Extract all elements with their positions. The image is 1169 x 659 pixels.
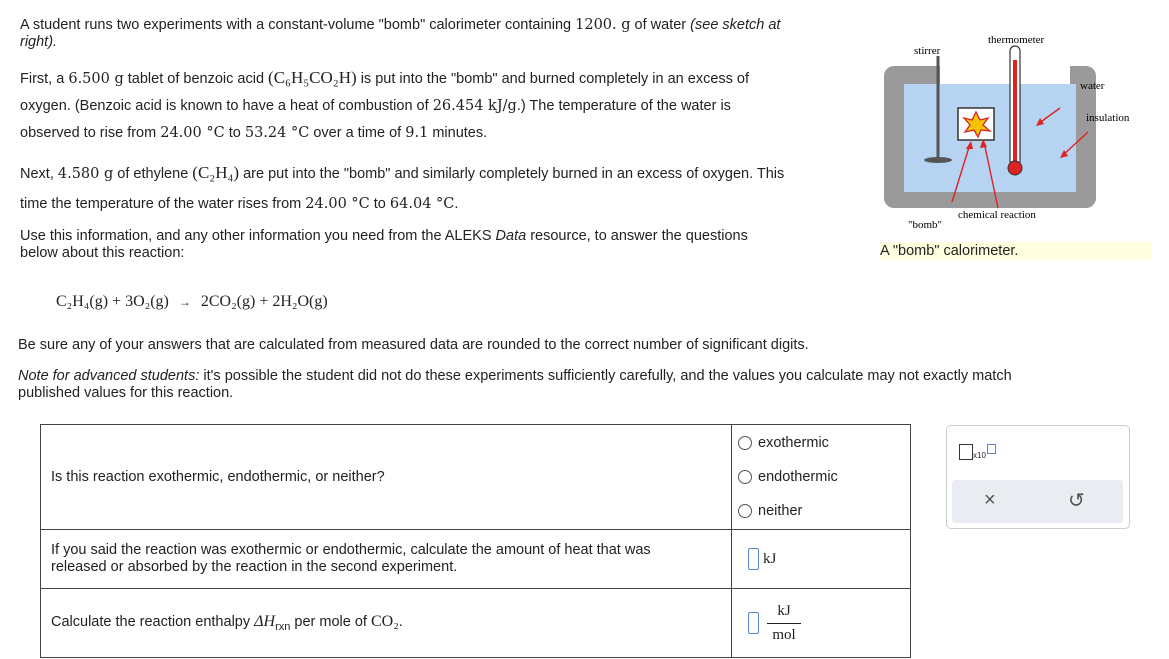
thermometer-label: thermometer (988, 34, 1045, 46)
table-row (41, 530, 911, 589)
text: published values for this reaction. (18, 385, 234, 401)
text: . (398, 614, 403, 631)
advanced-note (18, 368, 1158, 402)
table-row (41, 425, 911, 530)
answer-3-cell (732, 589, 911, 658)
text: . (454, 196, 459, 212)
text: Use this information, and any other information you need from the ALEKS (20, 228, 496, 244)
bomb-label: "bomb" (908, 219, 943, 231)
text: time the temperature of the water rises from (20, 196, 306, 212)
intro-paragraph (20, 17, 880, 51)
text: below about this reaction: (20, 245, 185, 261)
heat-of-combustion: 26.454 kJ/g (432, 98, 517, 114)
unit-denominator: mol (772, 626, 796, 643)
option-label: exothermic (758, 435, 829, 451)
question-2 (41, 530, 732, 589)
text: to (369, 196, 390, 212)
text: it's possible the student did not do these experiments sufficiently carefully, and the values you calculate may not exactly match (199, 368, 1012, 384)
base-box-icon (959, 444, 973, 460)
sigfig-note: Be sure any of your answers that are calculated from measured data are rounded to the correct number of significant digits. (18, 337, 809, 353)
heat-answer-input[interactable] (748, 548, 759, 570)
text: of ethylene (113, 166, 193, 182)
thermometer-bulb (1008, 161, 1022, 175)
text: over a time of (309, 125, 406, 141)
text: observed to rise from (20, 125, 161, 141)
ethylene-mass: 4.580 g (57, 166, 114, 182)
text: are put into the "bomb" and similarly completely burned in an excess of oxygen. This (239, 166, 785, 182)
fraction-bar (767, 623, 801, 624)
equation-reactants: C₂H₄(g) + 3O₂(g) (56, 293, 169, 310)
note-lead: Note for advanced students: (18, 368, 200, 384)
reaction-arrow-icon: → (178, 295, 191, 309)
radio-circle-icon[interactable] (738, 504, 752, 518)
option-label: endothermic (758, 469, 838, 485)
data-resource-link[interactable]: Data (495, 228, 527, 244)
lid-opening (940, 66, 1070, 84)
unit-numerator: kJ (777, 602, 791, 619)
stirrer-label: stirrer (914, 45, 941, 57)
question-3 (41, 589, 732, 658)
intro-text: A student runs two experiments with a constant-volume "bomb" calorimeter containing (20, 17, 576, 33)
intro-sketch-note: (see sketch at (690, 17, 781, 33)
exponent-box-icon (987, 444, 996, 454)
option-neither[interactable] (732, 494, 910, 528)
question-1: Is this reaction exothermic, endothermic, or neither? (41, 425, 732, 530)
text: to (224, 125, 245, 141)
time-value: 9.1 (405, 125, 429, 141)
reaction-equation (56, 293, 328, 311)
figure-caption: A "bomb" calorimeter. (880, 242, 1152, 260)
temp-end-1: 53.24 °C (244, 125, 310, 141)
text: Calculate the reaction enthalpy (51, 614, 255, 631)
kj-unit: kJ (763, 550, 777, 567)
text: per mole of (290, 614, 371, 631)
scientific-notation-button[interactable] (959, 444, 996, 460)
x10-label: x10 (973, 451, 986, 460)
insulation-label: insulation (1086, 112, 1130, 124)
benzoic-formula: (C₆H₅CO₂H) (268, 68, 357, 87)
co2-formula: CO₂ (370, 613, 399, 631)
instructions (20, 228, 880, 262)
tool-action-bar (952, 480, 1123, 523)
text: If you said the reaction was exothermic or endothermic, calculate the amount of heat that was (51, 542, 651, 558)
option-label: neither (758, 503, 803, 519)
text: tablet of benzoic acid (123, 71, 269, 87)
unit-fraction (767, 603, 801, 644)
text: is put into the "bomb" and burned completely in an excess of (356, 71, 750, 87)
benzoic-mass: 6.500 g (68, 71, 124, 87)
temp-start-2: 24.00 °C (305, 196, 370, 212)
table-row (41, 589, 911, 658)
text: .) The temperature of the water is (516, 98, 731, 114)
temp-start-1: 24.00 °C (160, 125, 225, 141)
clear-icon[interactable]: × (984, 489, 996, 511)
text: minutes. (428, 125, 488, 141)
option-endothermic[interactable] (732, 460, 910, 494)
text: First, a (20, 71, 69, 87)
temp-end-2: 64.04 °C (389, 196, 455, 212)
enthalpy-symbol: ΔH (254, 613, 276, 631)
water-label: water (1080, 80, 1105, 92)
option-exothermic[interactable] (732, 426, 910, 460)
radio-circle-icon[interactable] (738, 470, 752, 484)
thermometer-mercury (1013, 60, 1017, 166)
intro-text: of water (630, 17, 691, 33)
undo-icon[interactable]: ↺ (1068, 490, 1085, 512)
question-table (40, 424, 911, 658)
water-mass: 1200. g (575, 17, 631, 33)
equation-products: 2CO₂(g) + 2H₂O(g) (200, 293, 328, 310)
text: Next, (20, 166, 58, 182)
ethylene-formula: (C₂H₄) (192, 163, 240, 182)
answer-1-cell (732, 425, 911, 530)
chemical-reaction-label: chemical reaction (958, 209, 1036, 221)
math-tool-panel (946, 425, 1130, 529)
rxn-subscript: rxn (275, 620, 291, 633)
text: resource, to answer the questions (526, 228, 748, 244)
answer-2-cell (732, 530, 911, 589)
radio-circle-icon[interactable] (738, 436, 752, 450)
stirrer-blade (924, 157, 952, 163)
experiment-one (20, 64, 880, 147)
enthalpy-answer-input[interactable] (748, 612, 759, 634)
intro-sketch-note: right). (20, 34, 58, 50)
calorimeter-figure (880, 20, 1160, 242)
experiment-two (20, 158, 880, 219)
text: released or absorbed by the reaction in the second experiment. (51, 559, 458, 575)
text: oxygen. (Benzoic acid is known to have a heat of combustion of (20, 98, 433, 114)
